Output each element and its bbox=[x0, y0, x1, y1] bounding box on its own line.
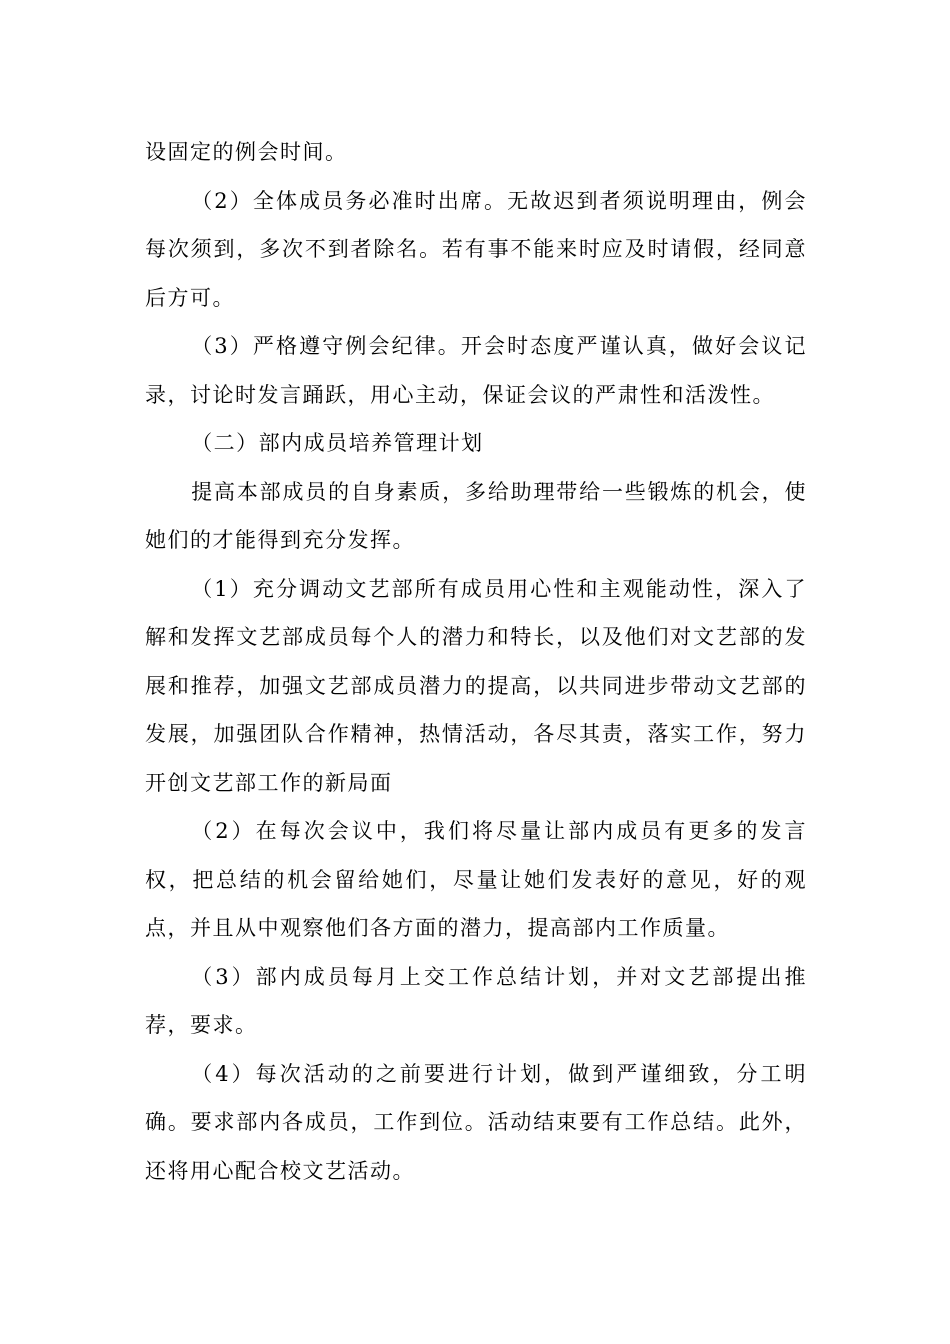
paragraph-item-3: （3）部内成员每月上交工作总结计划，并对文艺部提出推荐，要求。 bbox=[145, 964, 807, 1037]
paragraph-1: 设固定的例会时间。 bbox=[145, 140, 348, 164]
paragraph-intro: 提高本部成员的自身素质，多给助理带给一些锻炼的机会，使她们的才能得到充分发挥。 bbox=[145, 479, 807, 552]
section-heading-2: （二）部内成员培养管理计划 bbox=[191, 431, 484, 455]
paragraph-item-4: （4）每次活动的之前要进行计划，做到严谨细致，分工明确。要求部内各成员，工作到位。活动结束要有工作总结。此外，还将用心配合校文艺活动。 bbox=[145, 1061, 807, 1183]
document-body bbox=[145, 128, 807, 1195]
paragraph-2: （2）全体成员务必准时出席。无故迟到者须说明理由，例会每次须到，多次不到者除名。若有事不能来时应及时请假，经同意后方可。 bbox=[145, 188, 807, 310]
paragraph-item-1: （1）充分调动文艺部所有成员用心性和主观能动性，深入了解和发挥文艺部成员每个人的潜力和特长，以及他们对文艺部的发展和推荐，加强文艺部成员潜力的提高，以共同进步带动文艺部的发展，加强团队合作精神，热情活动，各尽其责，落实工作，努力开创文艺部工作的新局面 bbox=[145, 576, 807, 795]
paragraph-item-2: （2）在每次会议中，我们将尽量让部内成员有更多的发言权，把总结的机会留给她们，尽量让她们发表好的意见，好的观点，并且从中观察他们各方面的潜力，提高部内工作质量。 bbox=[145, 819, 807, 940]
paragraph-3: （3）严格遵守例会纪律。开会时态度严谨认真，做好会议记录，讨论时发言踊跃，用心主动，保证会议的严肃性和活泼性。 bbox=[145, 334, 807, 407]
